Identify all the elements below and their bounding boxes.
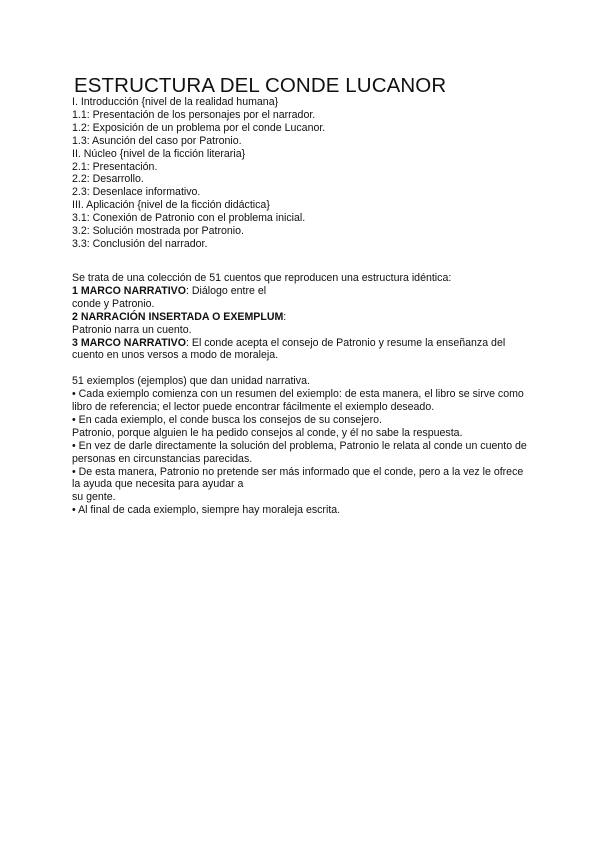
outline-item: III. Aplicación {nivel de la ficción didáctica} <box>72 199 270 212</box>
outline-item: II. Núcleo {nivel de la ficción literaria} <box>72 147 246 160</box>
marco-3-text: El conde acepta el consejo de Patronio y resume la enseñanza del cuento en unos versos a modo de moraleja. <box>72 336 506 362</box>
document-body <box>72 272 532 517</box>
narracion-insertada <box>72 311 532 324</box>
note-6-continuation: su gente. <box>72 491 116 504</box>
structure-outline <box>72 96 325 251</box>
outline-item: 1.3: Asunción del caso por Patronio. <box>72 134 242 147</box>
note-2: • Cada exiemplo comienza con un resumen del exiemplo: de esta manera, el libro se sirve como libro de referencia; el lector puede encontrar fácilmente el exiemplo deseado. <box>72 388 524 414</box>
note-6: • De esta manera, Patronio no pretende ser más informado que el conde, pero a la vez le ofrece la ayuda que necesita para ayudar a <box>72 465 524 491</box>
narracion-label: 2 NARRACIÓN INSERTADA O EXEMPLUM <box>72 310 284 323</box>
outline-item: 3.2: Solución mostrada por Patronio. <box>72 225 244 238</box>
marco-1-continuation: conde y Patronio. <box>72 297 155 310</box>
outline-item: 3.3: Conclusión del narrador. <box>72 237 208 250</box>
note-5: • En vez de darle directamente la solución del problema, Patronio le relata al conde un cuento de personas en circunstancias parecidas. <box>72 439 527 465</box>
marco-1-label: 1 MARCO NARRATIVO <box>72 284 186 297</box>
outline-item: 1.1: Presentación de los personajes por el narrador. <box>72 108 316 121</box>
outline-item: 1.2: Exposición de un problema por el conde Lucanor. <box>72 121 326 134</box>
marco-narrativo-3 <box>72 337 532 363</box>
page-title: ESTRUCTURA DEL CONDE LUCANOR <box>74 74 447 97</box>
marco-3-sep: : <box>185 336 189 349</box>
marco-1-text: Diálogo entre el <box>188 284 267 297</box>
marco-1-sep: : <box>185 284 189 297</box>
outline-item: 2.2: Desarrollo. <box>72 173 144 186</box>
note-4: Patronio, porque alguien le ha pedido consejos al conde, y él no sabe la respuesta. <box>72 426 463 439</box>
outline-item: 2.1: Presentación. <box>72 160 158 173</box>
narracion-sep: : <box>283 310 287 323</box>
intro-paragraph: Se trata de una colección de 51 cuentos que reproducen una estructura idéntica: <box>72 272 452 284</box>
note-7: • Al final de cada exiemplo, siempre hay moraleja escrita. <box>72 504 341 517</box>
note-3: • En cada exiemplo, el conde busca los consejos de su consejero. <box>72 413 382 426</box>
outline-item: 3.1: Conexión de Patronio con el problema inicial. <box>72 212 306 225</box>
narracion-text: Patronio narra un cuento. <box>72 323 192 336</box>
outline-item: I. Introducción {nivel de la realidad humana} <box>72 96 279 108</box>
note-1: 51 exiemplos (ejemplos) que dan unidad narrativa. <box>72 375 310 388</box>
outline-item: 2.3: Desenlace informativo. <box>72 186 201 199</box>
marco-narrativo-1 <box>72 285 532 298</box>
marco-3-label: 3 MARCO NARRATIVO <box>72 336 186 349</box>
